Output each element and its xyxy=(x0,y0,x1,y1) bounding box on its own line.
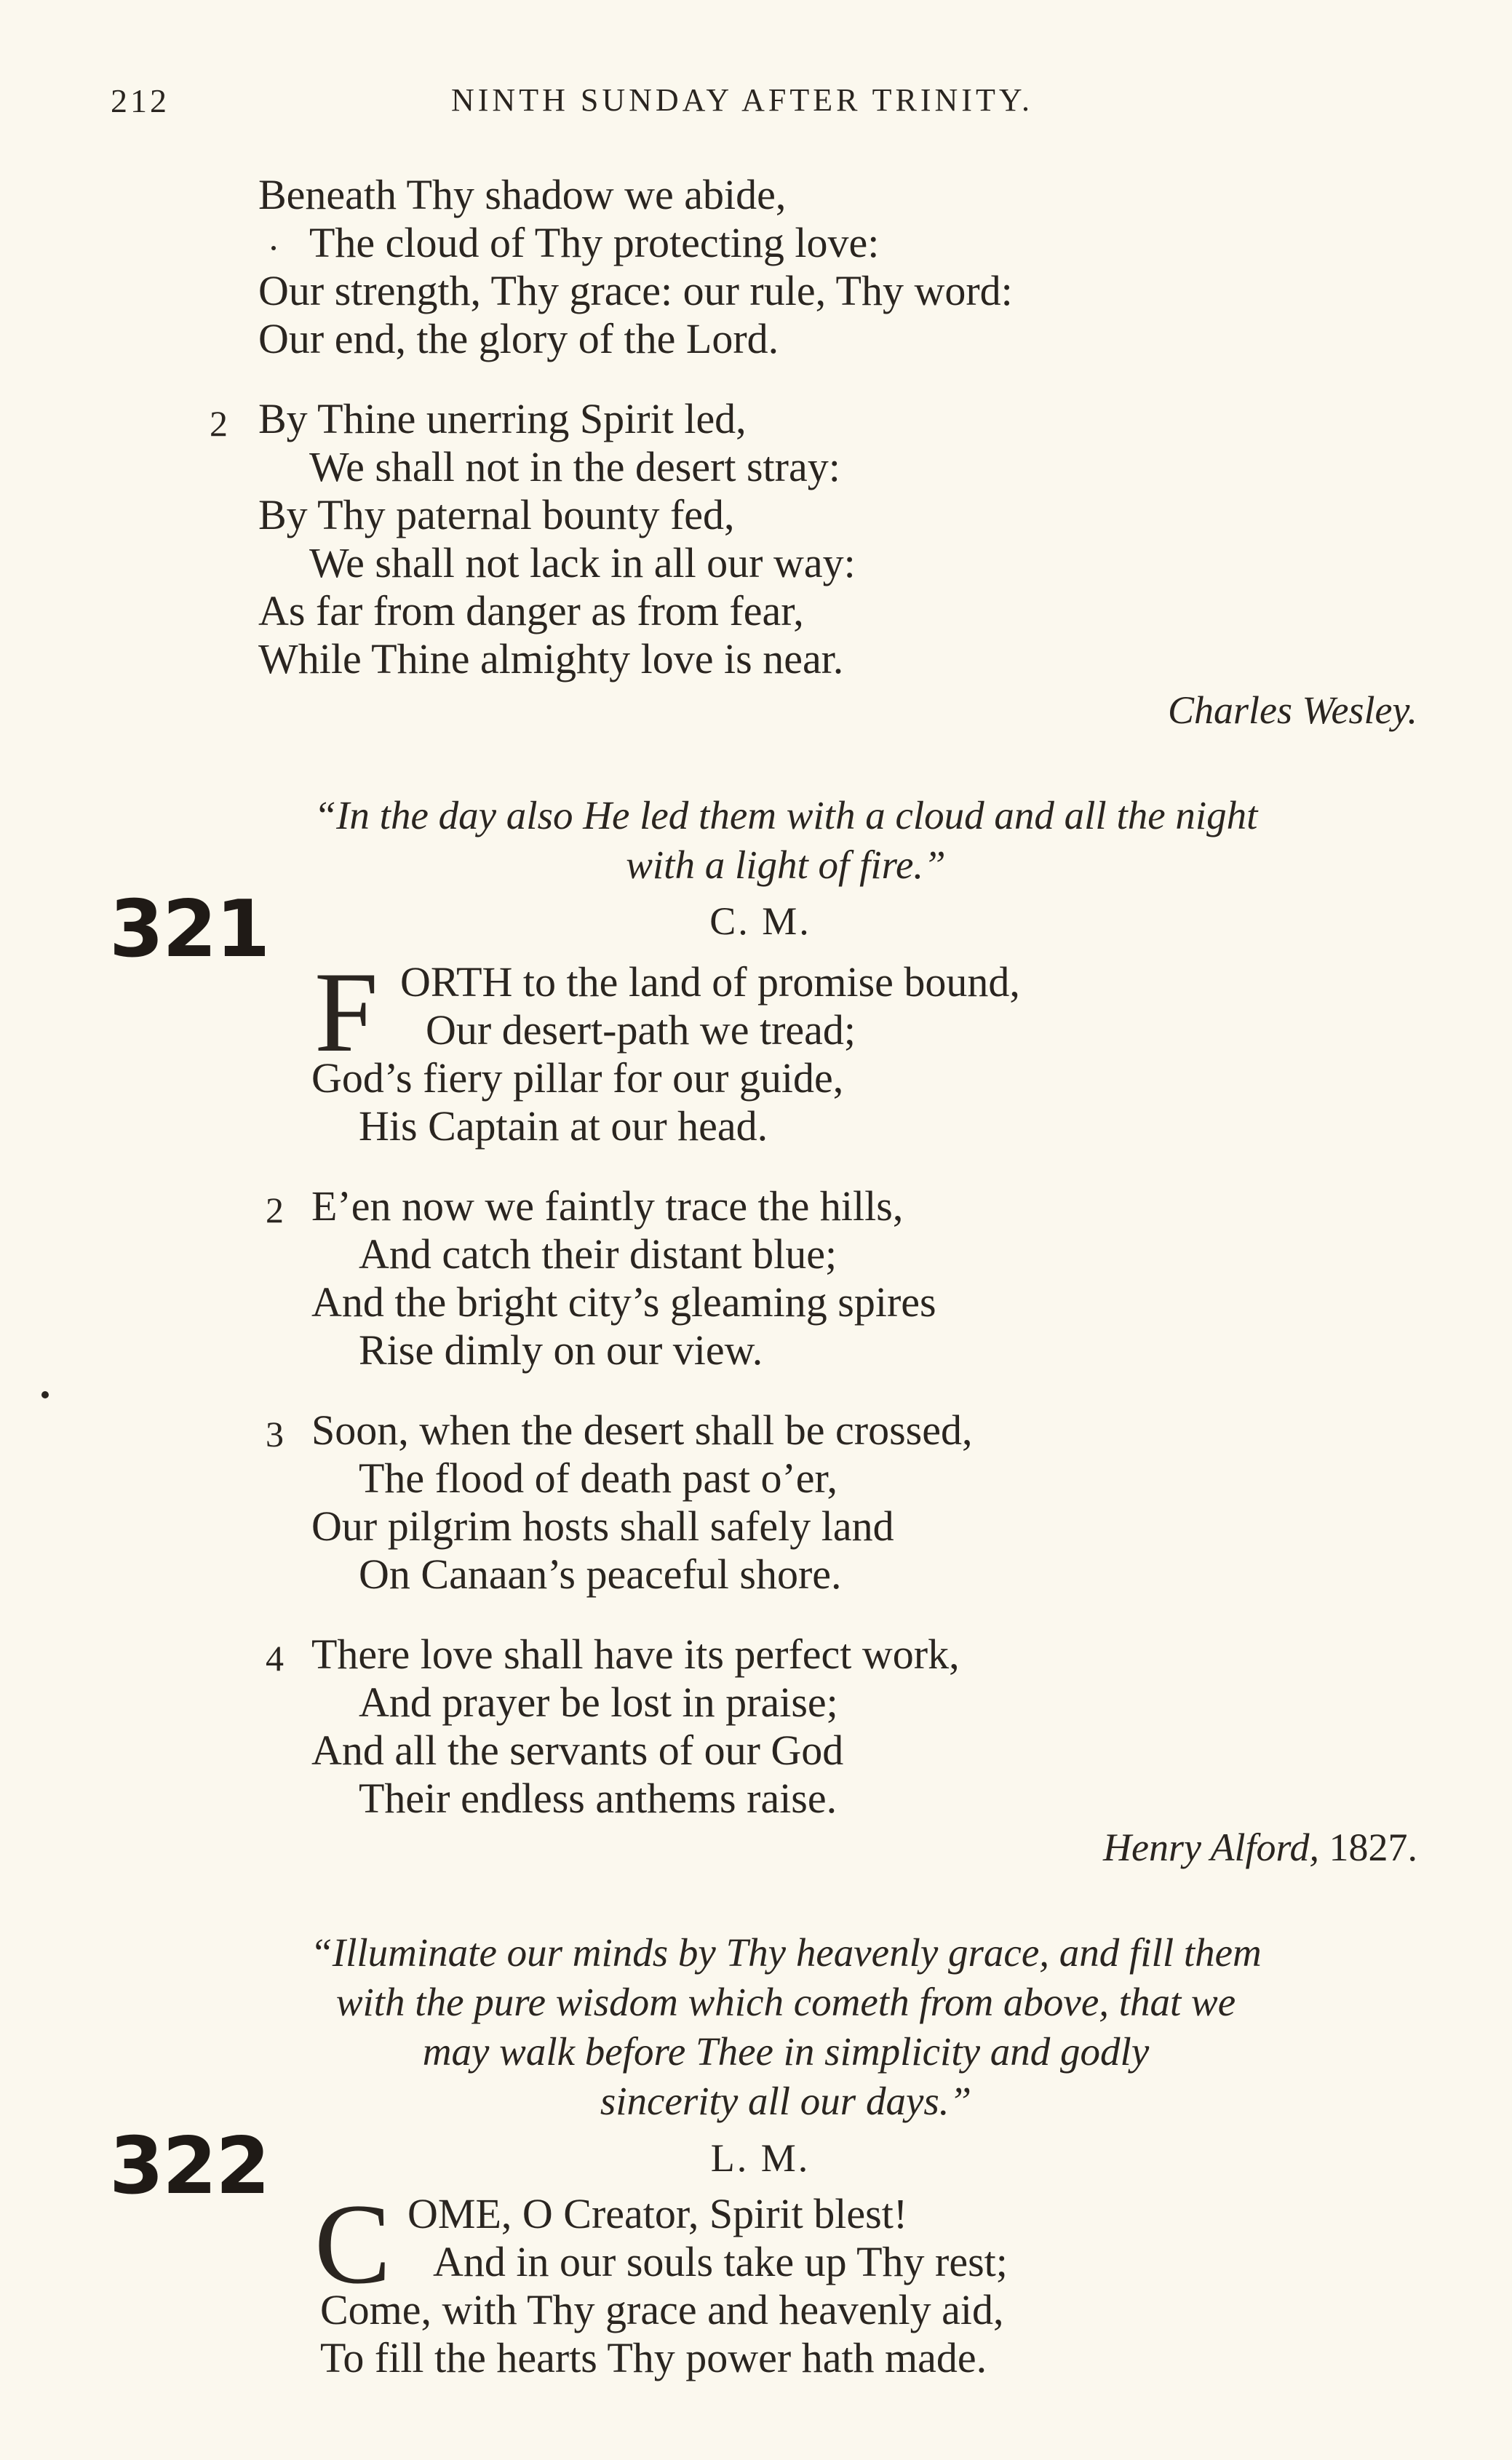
hymn-epigraph xyxy=(146,791,1426,890)
verse-line: By Thy paternal bounty fed, xyxy=(258,491,735,538)
running-head xyxy=(0,81,1512,125)
hymn-epigraph xyxy=(146,1928,1426,2126)
drop-cap: F xyxy=(314,949,378,1076)
verse-line: The flood of death past o’er, xyxy=(359,1454,837,1502)
running-title: NINTH SUNDAY AFTER TRINITY. xyxy=(451,82,1033,118)
stanza-number: 2 xyxy=(266,1190,284,1230)
verse-line: Their endless anthems raise. xyxy=(359,1775,837,1822)
verse-line: Our end, the glory of the Lord. xyxy=(258,315,779,362)
verse-line: God’s fiery pillar for our guide, xyxy=(311,1054,844,1102)
verse-line: Rise dimly on our view. xyxy=(359,1326,763,1374)
hymn-number: 321 xyxy=(109,884,269,975)
verse-line: E’en now we faintly trace the hills, xyxy=(311,1182,904,1230)
author-attribution xyxy=(1103,1825,1417,1870)
stanza-number: 4 xyxy=(266,1638,284,1679)
verse-line: Our desert-path we tread; xyxy=(426,1006,856,1054)
verse-line: To fill the hearts Thy power hath made. xyxy=(320,2334,987,2381)
verse-line: Beneath Thy shadow we abide, xyxy=(258,171,787,218)
verse-line: As far from danger as from fear, xyxy=(258,587,804,634)
epigraph-line: may walk before Thee in simplicity and godly xyxy=(422,2029,1150,2074)
verse-line: We shall not lack in all our way: xyxy=(309,539,856,586)
verse-line: And catch their distant blue; xyxy=(359,1230,837,1278)
epigraph-line: “In the day also He led them with a cloud and all the night xyxy=(314,793,1258,837)
author-name: Henry Alford, xyxy=(1103,1826,1319,1869)
verse-line: And all the servants of our God xyxy=(311,1727,844,1774)
stanza-number: 2 xyxy=(210,403,228,444)
verse-line: And prayer be lost in praise; xyxy=(359,1679,838,1726)
epigraph-line: sincerity all our days.” xyxy=(600,2079,972,2123)
verse-line: The cloud of Thy protecting love: xyxy=(309,219,880,266)
author-attribution: Charles Wesley. xyxy=(1168,688,1417,732)
verse-line: We shall not in the desert stray: xyxy=(309,443,840,490)
drop-cap: C xyxy=(314,2181,391,2308)
hymn-number: 322 xyxy=(109,2121,269,2212)
verse-line: On Canaan’s peaceful shore. xyxy=(359,1551,842,1598)
page-number: 212 xyxy=(111,82,170,119)
verse-line: His Captain at our head. xyxy=(359,1102,768,1150)
epigraph-line: “Illuminate our minds by Thy heavenly grace, and fill them xyxy=(310,1930,1262,1975)
verse-line: While Thine almighty love is near. xyxy=(258,635,844,682)
hymn-meter: L. M. xyxy=(710,2136,811,2180)
ink-speck-icon xyxy=(271,246,276,250)
verse-line: By Thine unerring Spirit led, xyxy=(258,395,747,442)
verse-line: OME, O Creator, Spirit blest! xyxy=(407,2190,908,2237)
hymn-meter: C. M. xyxy=(709,899,811,943)
verse-line: Our strength, Thy grace: our rule, Thy word: xyxy=(258,267,1013,314)
verse-line: ORTH to the land of promise bound, xyxy=(400,958,1020,1006)
verse-line: And in our souls take up Thy rest; xyxy=(433,2238,1008,2285)
epigraph-line: with the pure wisdom which cometh from above, that we xyxy=(335,1980,1236,2024)
verse-line: Our pilgrim hosts shall safely land xyxy=(311,1502,894,1550)
verse-line: Soon, when the desert shall be crossed, xyxy=(311,1406,973,1454)
verse-line: Come, with Thy grace and heavenly aid, xyxy=(320,2286,1004,2333)
epigraph-line: with a light of fire.” xyxy=(626,843,946,887)
stanza-number: 3 xyxy=(266,1414,284,1454)
author-year: 1827. xyxy=(1329,1826,1417,1869)
verse-line: There love shall have its perfect work, xyxy=(311,1631,960,1678)
verse-line: And the bright city’s gleaming spires xyxy=(311,1278,936,1326)
ink-speck-icon xyxy=(41,1391,49,1398)
